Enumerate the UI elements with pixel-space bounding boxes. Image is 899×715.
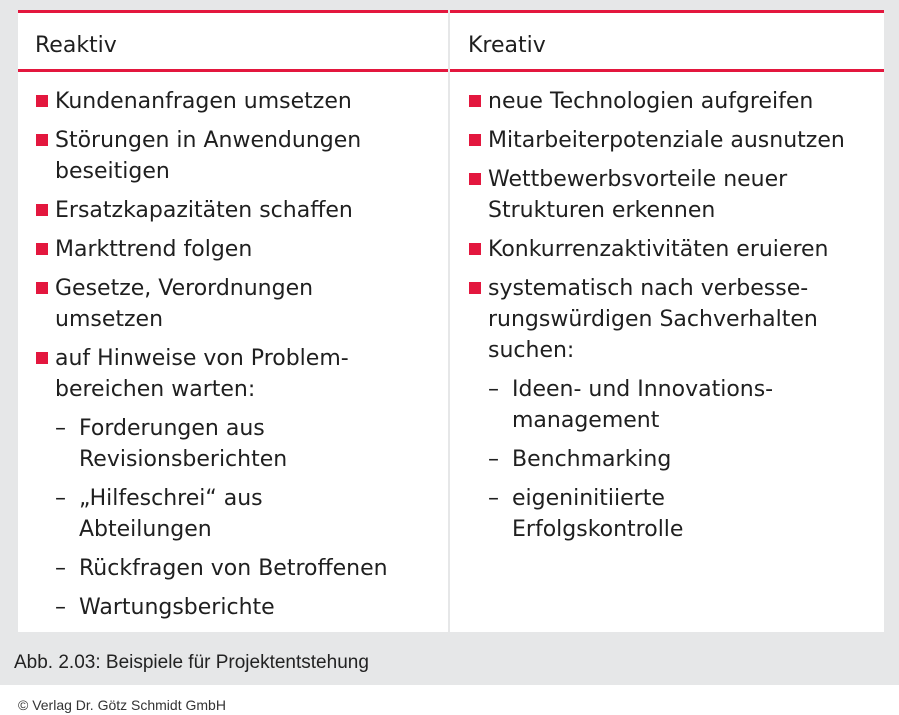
list-item [36,86,446,117]
square-bullet-icon [36,95,48,107]
dash-bullet-icon: – [55,486,66,511]
sub-list-item-text: „Hilfeschrei“ aus [79,486,263,511]
sub-list [55,413,446,623]
sub-list-item [55,553,446,584]
sub-list-item [55,483,446,545]
list-item [469,86,879,117]
list-item-text: Strukturen erkennen [488,198,716,223]
square-bullet-icon [36,352,48,364]
sub-list-item-text: Abteilungen [79,517,212,542]
list-item [36,234,446,265]
dash-bullet-icon: – [55,595,66,620]
list-item-text: Störungen in Anwendungen [55,128,362,153]
sub-list-item [55,592,446,623]
square-bullet-icon [469,243,481,255]
square-bullet-icon [469,282,481,294]
list-item-text: rungswürdigen Sachverhalten [488,307,818,332]
list-item-text: umsetzen [55,307,164,332]
comparison-table [18,10,884,632]
list-item-text: Mitarbeiterpotenziale ausnutzen [488,128,845,153]
dash-bullet-icon: – [488,447,499,472]
column-reaktiv [36,86,446,631]
dash-bullet-icon: – [55,556,66,581]
sub-list-item-text: eigeninitiierte [512,486,665,511]
sub-list-item [488,483,879,545]
list-item-text: bereichen warten: [55,377,256,402]
list-item-text: beseitigen [55,159,170,184]
sub-list-item-text: Revisionsberichten [79,447,288,472]
list-item [469,164,879,226]
list-item-text: neue Technologien aufgreifen [488,89,814,114]
sub-list-item [488,374,879,436]
sub-list-item [488,444,879,475]
square-bullet-icon [469,173,481,185]
list-item [36,125,446,187]
column-divider [448,10,450,632]
dash-bullet-icon: – [488,377,499,402]
square-bullet-icon [36,134,48,146]
sub-list [488,374,879,545]
list-item-text: Gesetze, Verordnungen [55,276,314,301]
list-item-text: auf Hinweise von Problem- [55,346,349,371]
sub-list-item-text: Benchmarking [512,447,672,472]
sub-list-item-text: Forderungen aus [79,416,265,441]
list-item [469,125,879,156]
list-item-text: systematisch nach verbesse- [488,276,809,301]
dash-bullet-icon: – [55,416,66,441]
square-bullet-icon [469,95,481,107]
list-item [469,273,879,545]
sub-list-item-text: Erfolgskontrolle [512,517,684,542]
sub-list-item-text: Ideen- und Innovations- [512,377,774,402]
sub-list-item [55,413,446,475]
list-item-text: Markttrend folgen [55,237,253,262]
list-item [36,273,446,335]
copyright-notice: © Verlag Dr. Götz Schmidt GmbH [18,697,226,713]
kreativ-list [469,86,879,545]
figure-caption: Abb. 2.03: Beispiele für Projektentstehung [14,652,369,673]
list-item-text: suchen: [488,338,575,363]
sub-list-item-text: Rückfragen von Betroffenen [79,556,388,581]
column-heading-kreativ: Kreativ [468,33,546,58]
square-bullet-icon [36,282,48,294]
list-item [36,343,446,623]
list-item-text: Wettbewerbsvorteile neuer [488,167,788,192]
sub-list-item-text: Wartungsberichte [79,595,275,620]
square-bullet-icon [36,243,48,255]
sub-list-item-text: management [512,408,660,433]
table-top-rule [18,10,884,13]
list-item-text: Ersatzkapazitäten schaffen [55,198,353,223]
dash-bullet-icon: – [488,486,499,511]
column-kreativ [469,86,879,553]
list-item-text: Kundenanfragen umsetzen [55,89,352,114]
reaktiv-list [36,86,446,623]
list-item [36,195,446,226]
list-item-text: Konkurrenzaktivitäten eruieren [488,237,829,262]
list-item [469,234,879,265]
column-heading-reaktiv: Reaktiv [35,33,117,58]
square-bullet-icon [469,134,481,146]
header-rule [18,69,884,72]
square-bullet-icon [36,204,48,216]
